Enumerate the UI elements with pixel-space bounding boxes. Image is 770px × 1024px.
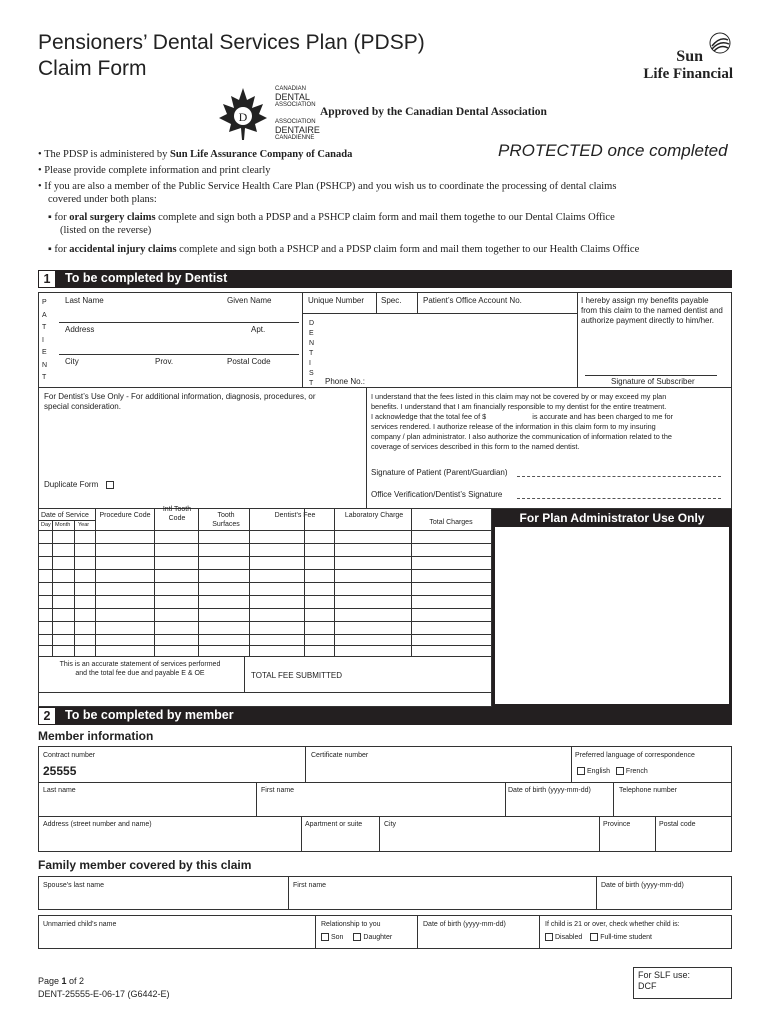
bullet-1-text: • The PDSP is administered by bbox=[38, 149, 171, 160]
patient-signature-line[interactable] bbox=[517, 476, 721, 477]
unique-number-label: Unique Number bbox=[308, 296, 365, 305]
dentist-phone-label: Phone No.: bbox=[325, 377, 366, 386]
s2-bold: accidental injury claims bbox=[69, 244, 177, 255]
spouse-dob-label: Date of birth (yyyy-mm-dd) bbox=[601, 882, 684, 889]
contract-number-value[interactable]: 25555 bbox=[43, 764, 77, 778]
understand-line-6: coverage of services described in this form to the named dentist. bbox=[371, 442, 580, 451]
patient-apt-label: Apt. bbox=[251, 325, 266, 334]
understand-line-5: company / plan administrator. I also authorize the communication of information related to the bbox=[371, 432, 672, 441]
bullet-1-bold: Sun Life Assurance Company of Canada bbox=[170, 149, 353, 160]
son-checkbox[interactable] bbox=[321, 933, 329, 941]
section-2-number: 2 bbox=[38, 707, 56, 725]
patient-letter: N bbox=[42, 361, 48, 369]
cda-fr-3: CANADIENNE bbox=[275, 135, 315, 141]
certificate-number-label: Certificate number bbox=[311, 752, 369, 759]
cda-en-1: CANADIAN bbox=[275, 86, 307, 92]
service-row[interactable] bbox=[39, 621, 492, 622]
spouse-last-name-label: Spouse’s last name bbox=[43, 882, 104, 889]
patient-letter: I bbox=[42, 336, 44, 344]
cda-en-3: ASSOCIATION bbox=[275, 102, 316, 108]
maple-leaf-icon bbox=[215, 86, 271, 142]
patient-given-name-label: Given Name bbox=[227, 296, 272, 305]
member-first-name-label: First name bbox=[261, 787, 295, 794]
member-city-label: City bbox=[384, 821, 397, 828]
section-1-number: 1 bbox=[38, 270, 56, 288]
title-line-1: Pensioners’ Dental Services Plan (PDSP) bbox=[38, 31, 425, 54]
spouse-first-name-label: First name bbox=[293, 882, 327, 889]
dentist-letter: S bbox=[309, 370, 314, 377]
service-row[interactable] bbox=[39, 645, 492, 646]
bullet-3-line-2: covered under both plans: bbox=[48, 194, 157, 205]
cda-logo bbox=[215, 86, 320, 142]
assign-benefits-text: I hereby assign my benefits payable from this claim to the named dentist and authorize payment directly to him/her. bbox=[581, 296, 723, 325]
member-information-heading: Member information bbox=[38, 729, 154, 743]
section-1-header bbox=[38, 270, 732, 288]
patient-last-name-label: Last Name bbox=[65, 296, 104, 305]
patient-letter: T bbox=[42, 324, 47, 331]
understand-line-4: services rendered. I authorize release of the information in this claim form to my insuring bbox=[371, 422, 656, 431]
s1-bold: oral surgery claims bbox=[69, 212, 156, 223]
sub-bullet-accidental-injury bbox=[48, 243, 639, 256]
year-header: Year bbox=[78, 522, 90, 528]
service-row[interactable] bbox=[39, 569, 492, 570]
day-header: Day bbox=[41, 522, 51, 528]
fulltime-checkbox[interactable] bbox=[590, 933, 598, 941]
office-account-label: Patient’s Office Account No. bbox=[423, 296, 522, 305]
patient-postal-label: Postal Code bbox=[227, 357, 271, 366]
patient-address-label: Address bbox=[65, 325, 95, 334]
patient-letter: T bbox=[42, 374, 47, 381]
duplicate-form-checkbox[interactable] bbox=[106, 481, 114, 489]
dentist-letter: T bbox=[309, 380, 314, 387]
service-row[interactable] bbox=[39, 634, 492, 635]
dentist-letter: I bbox=[309, 360, 311, 367]
dentist-letter: T bbox=[309, 350, 314, 357]
french-label: French bbox=[625, 768, 648, 775]
date-of-service-header: Date of Service bbox=[41, 512, 89, 519]
patient-letter: E bbox=[42, 349, 47, 356]
tooth-surfaces-header: Tooth Surfaces bbox=[212, 512, 240, 528]
telephone-label: Telephone number bbox=[619, 787, 677, 794]
bullet-print-clearly: • Please provide complete information and print clearly bbox=[38, 165, 271, 176]
procedure-code-header: Procedure Code bbox=[99, 512, 151, 519]
svg-text:D: D bbox=[238, 110, 248, 124]
contract-number-label: Contract number bbox=[43, 752, 96, 759]
member-postal-label: Postal code bbox=[659, 821, 696, 828]
spec-label: Spec. bbox=[381, 296, 402, 305]
service-grid bbox=[38, 506, 492, 707]
page-number bbox=[38, 976, 84, 987]
dentist-letter: D bbox=[309, 320, 315, 327]
sub-bullet-oral-surgery bbox=[48, 211, 615, 237]
bullet-pshcp bbox=[38, 180, 616, 206]
if-child-21-label: If child is 21 or over, check whether child is: bbox=[545, 921, 680, 928]
fulltime-label: Full-time student bbox=[600, 934, 652, 941]
office-verification-label: Office Verification/Dentist’s Signature bbox=[371, 490, 503, 499]
slf-dcf-label: DCF bbox=[638, 981, 657, 991]
spouse-block bbox=[38, 876, 732, 910]
page-pre: Page bbox=[38, 976, 62, 986]
dentist-letter: E bbox=[309, 330, 314, 337]
understand-line-2: benefits. I understand that I am financially responsible to my dentist for the entire treatment. bbox=[371, 402, 667, 411]
dentist-letter: N bbox=[309, 340, 315, 347]
office-verification-line[interactable] bbox=[517, 498, 721, 499]
plan-administrator-box bbox=[492, 509, 732, 707]
title-line-2: Claim Form bbox=[38, 57, 147, 80]
patient-signature-label: Signature of Patient (Parent/Guardian) bbox=[371, 468, 508, 477]
service-row[interactable] bbox=[39, 595, 492, 596]
relationship-options bbox=[319, 933, 392, 942]
s1-pre: ▪ for bbox=[48, 212, 70, 223]
s1-post: complete and sign both a PDSP and a PSHCP claim form and mail them togethe to our Dental Claims Office bbox=[155, 212, 615, 223]
patient-prov-label: Prov. bbox=[155, 357, 174, 366]
logo-sun-text: Sun bbox=[676, 48, 703, 65]
laboratory-charge-header: Laboratory Charge bbox=[344, 512, 404, 519]
accurate-statement-text: This is an accurate statement of services performed and the total fee due and payable E & OE bbox=[59, 661, 221, 677]
province-label: Province bbox=[603, 821, 631, 828]
page-num: 1 bbox=[61, 976, 67, 986]
service-row[interactable] bbox=[39, 556, 492, 557]
cda-fr-1: ASSOCIATION bbox=[275, 119, 316, 125]
member-last-name-label: Last name bbox=[43, 787, 76, 794]
page-post: of 2 bbox=[66, 976, 85, 986]
sun-icon bbox=[707, 30, 733, 56]
plan-administrator-title: For Plan Administrator Use Only bbox=[519, 511, 705, 525]
form-title bbox=[38, 30, 425, 82]
child-name-label: Unmarried child’s name bbox=[43, 921, 117, 928]
service-row[interactable] bbox=[39, 582, 492, 583]
cda-approved-text: Approved by the Canadian Dental Association bbox=[320, 106, 547, 118]
total-fee-submitted-label: TOTAL FEE SUBMITTED bbox=[251, 671, 342, 680]
patient-vertical-label bbox=[42, 297, 50, 385]
cda-fr-2: DENTAIRE bbox=[275, 125, 320, 135]
understand-line-3a: I acknowledge that the total fee of $ bbox=[371, 412, 487, 421]
subscriber-signature-label: Signature of Subscriber bbox=[611, 377, 695, 386]
child-status-options bbox=[543, 933, 652, 942]
english-label: English bbox=[587, 768, 610, 775]
service-row[interactable] bbox=[39, 543, 492, 544]
protected-label: PROTECTED once completed bbox=[498, 141, 728, 160]
daughter-label: Daughter bbox=[363, 934, 393, 941]
understand-text bbox=[371, 392, 731, 452]
patient-city-label: City bbox=[65, 357, 79, 366]
section-2-title: To be completed by member bbox=[65, 708, 234, 722]
section-2-header bbox=[38, 707, 732, 725]
form-code: DENT-25555-E-06-17 (G6442-E) bbox=[38, 989, 170, 999]
slf-use-box bbox=[633, 967, 732, 999]
son-label: Son bbox=[331, 934, 344, 941]
member-address-label: Address (street number and name) bbox=[43, 821, 152, 828]
slf-use-label: For SLF use: bbox=[638, 970, 691, 980]
child-block bbox=[38, 915, 732, 949]
child-dob-label: Date of birth (yyyy-mm-dd) bbox=[423, 921, 506, 928]
dentist-vertical-label bbox=[309, 319, 317, 389]
apartment-label: Apartment or suite bbox=[305, 821, 363, 828]
french-checkbox[interactable] bbox=[616, 767, 624, 775]
logo-life-financial-text: Life Financial bbox=[643, 66, 733, 82]
patient-letter: P bbox=[42, 299, 47, 306]
s1-line-2: (listed on the reverse) bbox=[60, 225, 152, 236]
duplicate-form-label: Duplicate Form bbox=[44, 480, 99, 489]
disabled-label: Disabled bbox=[555, 934, 583, 941]
dentists-fee-header: Dentist’s Fee bbox=[274, 512, 316, 519]
s2-post: complete and sign both a PSHCP and a PDSP claim form and mail them together to our Health Claims Office bbox=[176, 244, 640, 255]
language-options bbox=[575, 767, 648, 776]
s2-pre: ▪ for bbox=[48, 244, 70, 255]
service-row[interactable] bbox=[39, 608, 492, 609]
relationship-label: Relationship to you bbox=[321, 921, 381, 928]
member-dob-label: Date of birth (yyyy-mm-dd) bbox=[508, 787, 591, 794]
english-checkbox[interactable] bbox=[577, 767, 585, 775]
section-1-title: To be completed by Dentist bbox=[65, 271, 228, 285]
preferred-language-label: Preferred language of correspondence bbox=[575, 752, 695, 759]
total-charges-header: Total Charges bbox=[429, 519, 473, 526]
month-header: Month bbox=[55, 522, 71, 528]
intl-tooth-code-header: Intl Tooth Code bbox=[162, 506, 192, 522]
duplicate-form-row bbox=[44, 480, 116, 490]
bullet-administered bbox=[38, 148, 352, 161]
sun-life-logo bbox=[643, 30, 733, 83]
dentist-use-only-text: For Dentist’s Use Only - For additional information, diagnosis, procedures, or special consideration. bbox=[44, 392, 316, 411]
cda-en-2: DENTAL bbox=[275, 92, 310, 102]
patient-dentist-block bbox=[38, 292, 732, 388]
member-info-block bbox=[38, 746, 732, 852]
disabled-checkbox[interactable] bbox=[545, 933, 553, 941]
patient-letter: A bbox=[42, 311, 47, 319]
dentist-use-block bbox=[38, 388, 732, 509]
family-member-heading: Family member covered by this claim bbox=[38, 858, 252, 872]
daughter-checkbox[interactable] bbox=[353, 933, 361, 941]
understand-line-1: I understand that the fees listed in this claim may not be covered by or may exceed my plan bbox=[371, 392, 667, 401]
bullet-3-line-1: • If you are also a member of the Public Service Health Care Plan (PSHCP) and you wish us to coordinate the processing of dental claims bbox=[38, 181, 617, 192]
understand-line-3b: is accurate and has been charged to me for bbox=[532, 412, 673, 421]
